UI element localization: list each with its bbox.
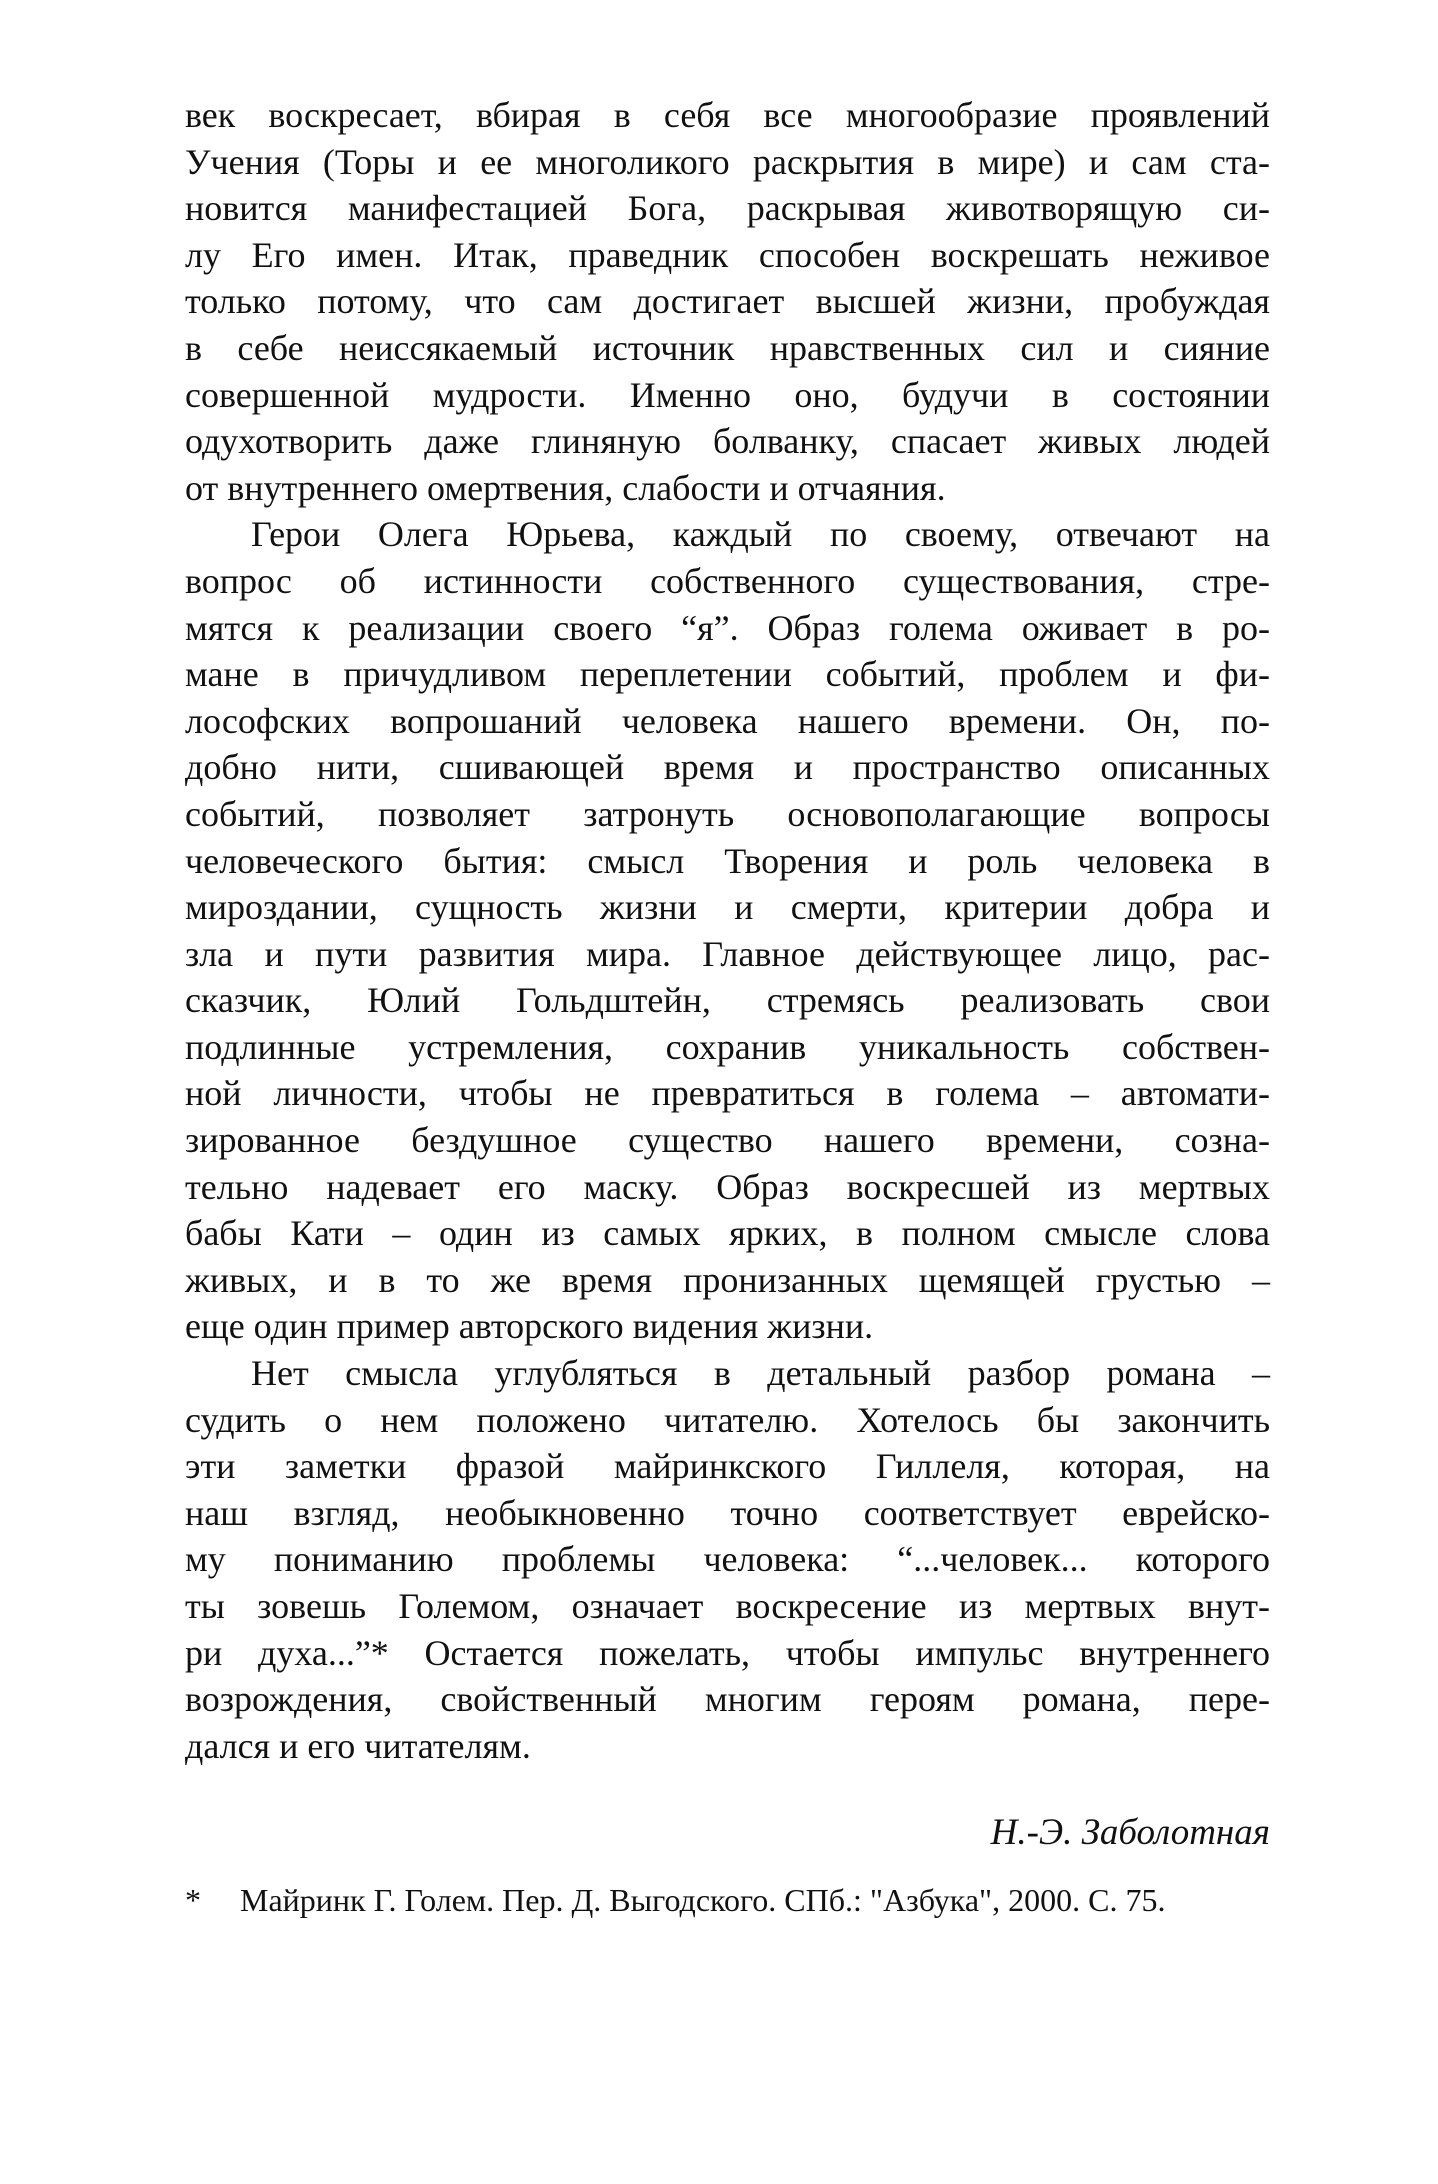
text-line: новится манифестацией Бога, раскрывая животворящую си- [185, 188, 1270, 229]
paragraph [185, 92, 1270, 511]
text-line: ри духа...”* Остается пожелать, чтобы импульс внутреннего [185, 1632, 1270, 1673]
text-line: мане в причудливом переплетении событий, проблем и фи- [185, 654, 1270, 695]
text-line: мироздании, сущность жизни и смерти, критерии добра и [185, 887, 1270, 928]
text-line: еще один пример авторского видения жизни. [185, 1306, 874, 1347]
text-line: подлинные устремления, сохранив уникальность собствен- [185, 1026, 1270, 1067]
text-line: судить о нем положено читателю. Хотелось бы закончить [185, 1399, 1270, 1440]
text-line: одухотворить даже глиняную болванку, спасает живых людей [185, 421, 1270, 462]
text-line: эти заметки фразой майринкского Гиллеля, которая, на [185, 1446, 1270, 1487]
text-line: бабы Кати – один из самых ярких, в полном смысле слова [185, 1213, 1270, 1254]
main-text [185, 92, 1270, 1769]
text-line: ты зовешь Големом, означает воскресение из мертвых внут- [185, 1586, 1270, 1626]
text-line: событий, позволяет затронуть основополагающие вопросы [185, 793, 1270, 834]
paragraph [185, 1350, 1270, 1769]
text-line: ной личности, чтобы не превратиться в голема – автомати- [185, 1073, 1270, 1114]
text-line: зла и пути развития мира. Главное действующее лицо, рас- [185, 933, 1270, 974]
text-line: лософских вопрошаний человека нашего времени. Он, по- [185, 700, 1270, 741]
text-line: добно нити, сшивающей время и пространство описанных [185, 747, 1270, 788]
footnote-text: Майринк Г. Голем. Пер. Д. Выгодского. СПб.: "Азбука", 2000. С. 75. [240, 1882, 1166, 1919]
author-signature: Н.-Э. Заболотная [990, 1812, 1270, 1854]
text-line: совершенной мудрости. Именно оно, будучи в состоянии [185, 374, 1270, 415]
text-line: Нет смысла углубляться в детальный разбор романа – [251, 1353, 1270, 1394]
text-line: Герои Олега Юрьева, каждый по своему, отвечают на [251, 514, 1270, 555]
text-line: лу Его имен. Итак, праведник способен воскрешать неживое [185, 234, 1270, 275]
text-line: зированное бездушное существо нашего времени, созна- [185, 1120, 1270, 1161]
text-line: наш взгляд, необыкновенно точно соответствует еврейско- [185, 1492, 1270, 1533]
text-line: живых, и в то же время пронизанных щемящей грустью – [185, 1259, 1270, 1300]
text-line: дался и его читателям. [185, 1725, 531, 1766]
text-line: сказчик, Юлий Гольдштейн, стремясь реализовать свои [185, 980, 1270, 1021]
footnote-mark: * [185, 1882, 201, 1919]
text-line: вопрос об истинности собственного существования, стре- [185, 560, 1270, 601]
text-line: век воскресает, вбирая в себя все многообразие проявлений [185, 95, 1270, 135]
text-line: в себе неиссякаемый источник нравственных сил и сияние [185, 327, 1270, 368]
text-line: только потому, что сам достигает высшей жизни, пробуждая [185, 281, 1270, 322]
page-body [185, 92, 1270, 1921]
paragraph [185, 511, 1270, 1350]
text-line: Учения (Торы и ее многоликого раскрытия в мире) и сам ста- [185, 141, 1270, 182]
text-line: от внутреннего омертвения, слабости и отчаяния. [185, 467, 946, 508]
text-line: тельно надевает его маску. Образ воскресшей из мертвых [185, 1166, 1270, 1207]
text-line: му пониманию проблемы человека: “...человек... которого [185, 1539, 1270, 1580]
text-line: возрождения, свойственный многим героям романа, пере- [185, 1679, 1270, 1720]
text-line: мятся к реализации своего “я”. Образ голема оживает в ро- [185, 607, 1270, 648]
text-line: человеческого бытия: смысл Творения и роль человека в [185, 840, 1270, 881]
footnote [185, 1879, 1270, 1921]
